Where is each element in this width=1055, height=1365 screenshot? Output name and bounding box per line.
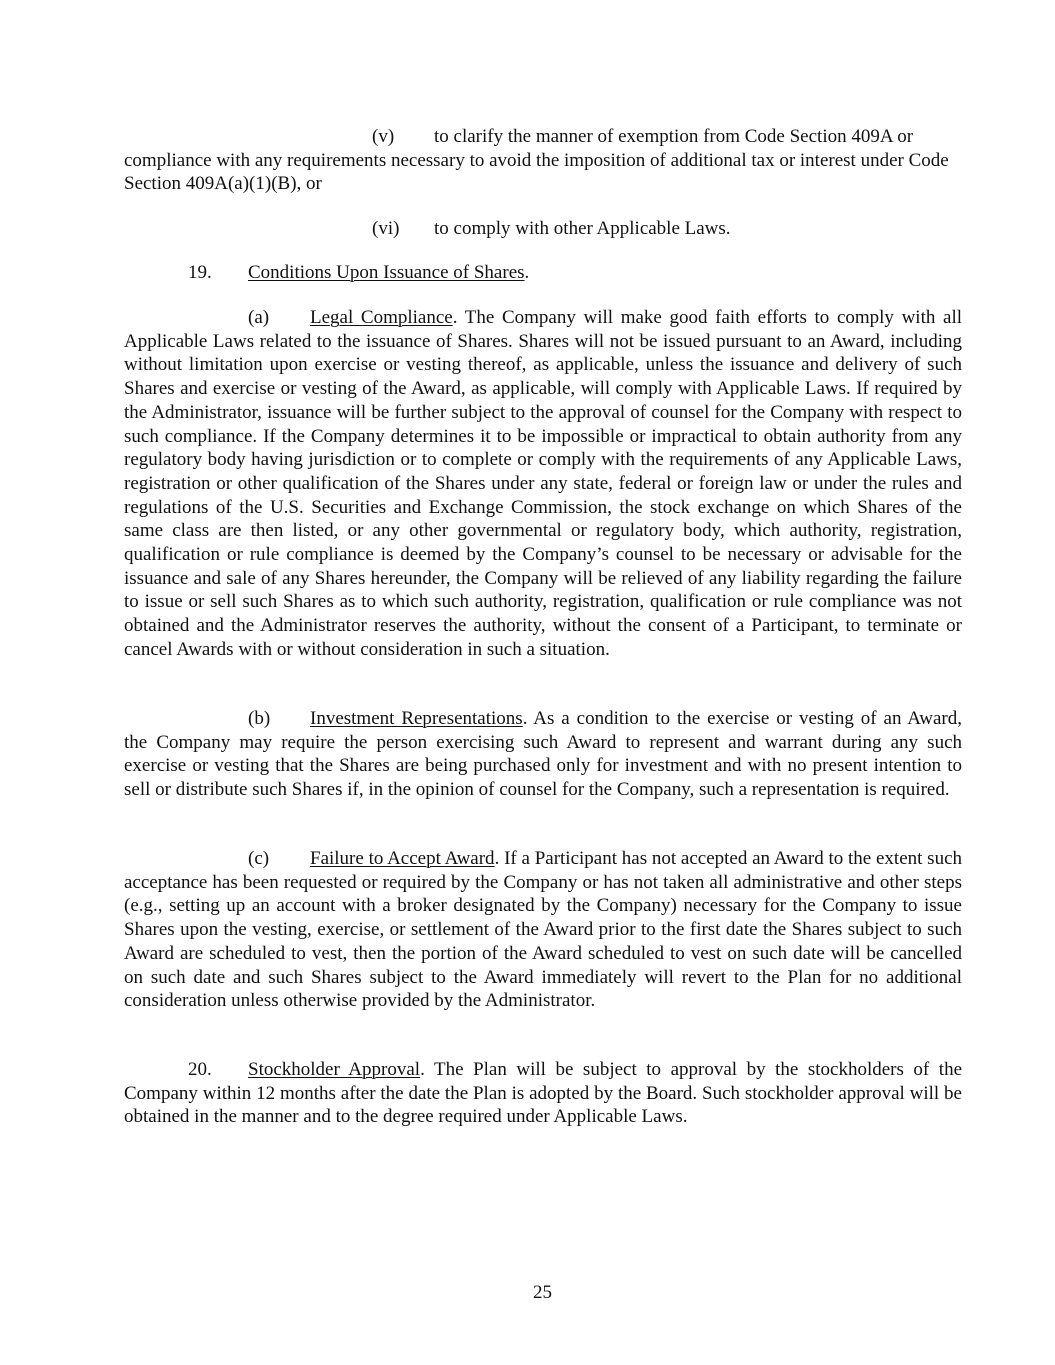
subsection-c-failure-to-accept-award bbox=[124, 847, 962, 1013]
subsection-b-investment-representations bbox=[124, 707, 962, 802]
clause-v-number: (v) bbox=[372, 126, 395, 147]
subsection-b-text: . As a condition to the exercise or vesting of an Award, the Company may require the person exercising such Award to represent and warrant during any such exercise or vesting that the Shares are being purchased only for investment and with no present intention to sell or distribute such Shares if, in the opinion of counsel for the Company, such a representation is required. bbox=[124, 708, 963, 801]
clause-vi bbox=[124, 217, 962, 241]
section-20-text: . The Plan will be subject to approval by the stockholders of the Company within 12 months after the date the Plan is adopted by the Board. Such stockholder approval will be obtained in the manner and to the degree required under Applicable Laws. bbox=[124, 1059, 962, 1128]
section-20-stockholder-approval bbox=[124, 1058, 962, 1129]
section-19-heading bbox=[124, 261, 962, 285]
subsection-a-heading: Legal Compliance bbox=[310, 307, 453, 328]
clause-v bbox=[124, 125, 962, 196]
subsection-a-number: (a) bbox=[248, 307, 270, 328]
subsection-c-number: (c) bbox=[248, 848, 270, 869]
subsection-b-heading: Investment Representations bbox=[310, 708, 523, 729]
section-20-number: 20. bbox=[188, 1059, 212, 1080]
section-19-number: 19. bbox=[188, 262, 212, 283]
subsection-c-text: . If a Participant has not accepted an Award to the extent such acceptance has been requested or required by the Company or has not taken all administrative and other steps (e.g., setting up an account with a broker designated by the Company) necessary for the Company to issue Shares upon the vesting, exercise, or settlement of the Award prior to the first date the Shares subject to such Award are scheduled to vest, then the portion of the Award scheduled to vest on such date will be cancelled on such date and such Shares subject to the Award immediately will revert to the Plan for no additional consideration unless otherwise provided by the Administrator. bbox=[124, 848, 963, 1012]
section-19-title-end: . bbox=[524, 262, 530, 283]
clause-vi-text: to comply with other Applicable Laws. bbox=[434, 218, 731, 239]
clause-v-text: to clarify the manner of exemption from Code Section 409A or compliance with any requirements necessary to avoid the imposition of additional tax or interest under Code Section 409A(a)(1)(B), or bbox=[124, 126, 949, 195]
page-number: 25 bbox=[533, 1282, 552, 1303]
subsection-c-heading: Failure to Accept Award bbox=[310, 848, 495, 869]
subsection-b-number: (b) bbox=[248, 708, 271, 729]
subsection-a-legal-compliance bbox=[124, 306, 962, 662]
subsection-a-text: . The Company will make good faith efforts to comply with all Applicable Laws related to the issuance of Shares. Shares will not be issued pursuant to an Award, including without limitation upon exercise or vesting thereof, as applicable, unless the issuance and delivery of such Shares and exercise or vesting of the Award, as applicable, will comply with Applicable Laws. If required by the Administrator, issuance will be further subject to the approval of counsel for the Company with respect to such compliance. If the Company determines it to be impossible or impractical to obtain authority from any regulatory body having jurisdiction or to complete or comply with the requirements of any Applicable Laws, registration or other qualification of the Shares under any state, federal or foreign law or under the rules and regulations of the U.S. Securities and Exchange Commission, the stock exchange on which Shares of the same class are then listed, or any other governmental or regulatory body, which authority, registration, qualification or rule compliance is deemed by the Company’s counsel to be necessary or advisable for the issuance and sale of any Shares hereunder, the Company will be relieved of any liability regarding the failure to issue or sell such Shares as to which such authority, registration, qualification or rule compliance was not obtained and the Administrator reserves the authority, without the consent of a Participant, to terminate or cancel Awards with or without consideration in such a situation. bbox=[124, 307, 963, 660]
clause-vi-number: (vi) bbox=[372, 218, 400, 239]
section-19-title: Conditions Upon Issuance of Shares bbox=[248, 262, 525, 283]
section-20-heading: Stockholder Approval bbox=[248, 1059, 421, 1080]
